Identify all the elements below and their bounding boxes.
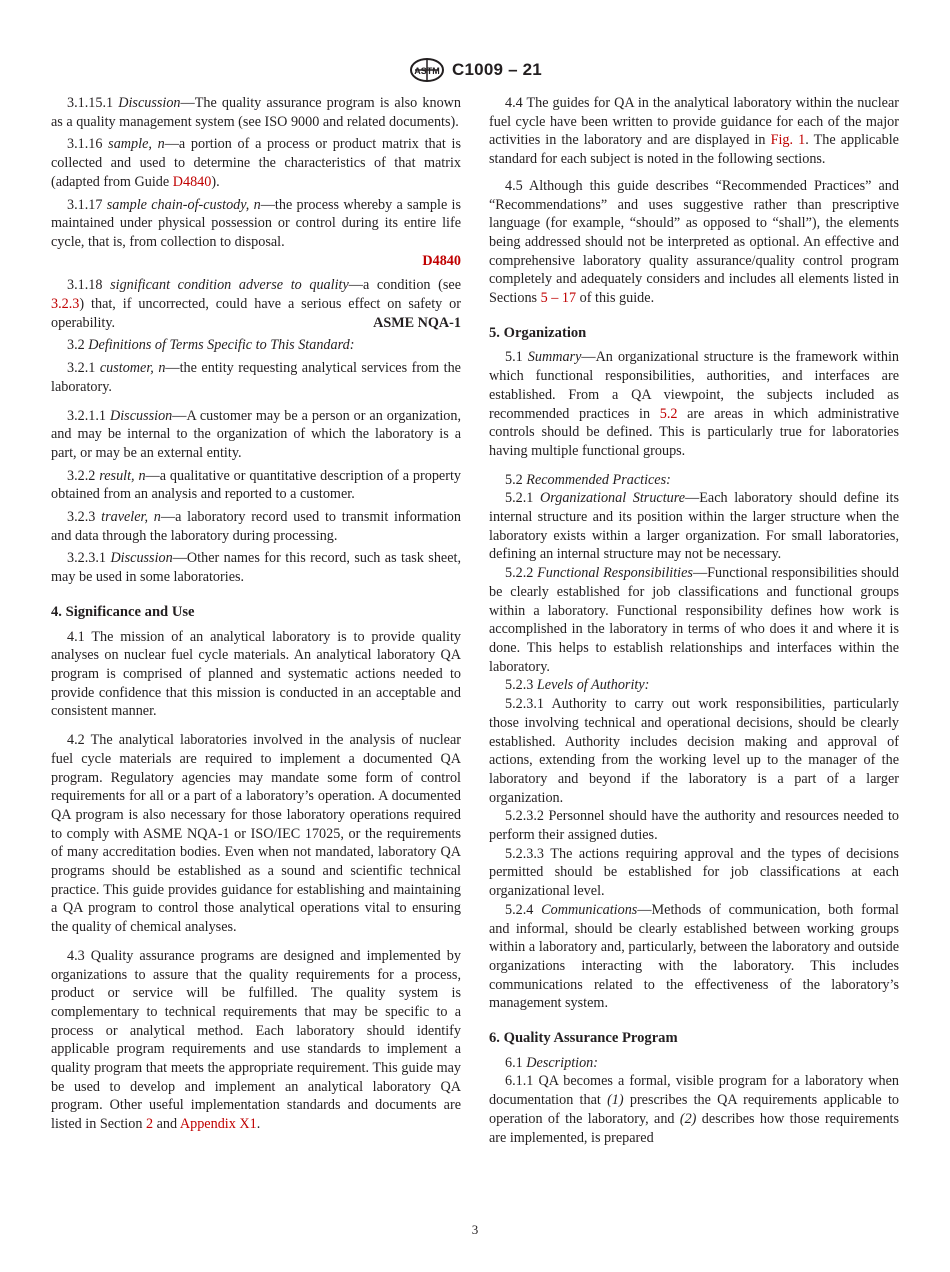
- link-sections-5-17[interactable]: 5 – 17: [540, 290, 577, 307]
- left-column: [51, 94, 461, 1138]
- para-6-1: 6.1 Description:: [505, 1054, 598, 1071]
- ref-asme-nqa-1: ASME NQA-1: [373, 314, 461, 331]
- para-3-2-1-1: 3.2.1.1 Discussion—A customer may be a person or an organization, and may be internal to the organization of which the laboratory is a part, or may be an external entity.: [51, 407, 461, 461]
- right-column: [489, 94, 899, 1147]
- astm-logo-icon: [408, 57, 446, 83]
- page-number: 3: [471, 1222, 479, 1237]
- link-5-2[interactable]: 5.2: [659, 405, 678, 422]
- para-4-4: 4.4 The guides for QA in the analytical laboratory within the nuclear fuel cycle have been written to provide guidance for each of the major activities in the laboratory and are displayed in Fig. 1. The applicable standard for each subject is noted in the following sections.: [489, 95, 899, 168]
- page-header: [0, 56, 950, 84]
- para-3-1-17: 3.1.17 sample chain-of-custody, n—the process whereby a sample is maintained under physical possession or control during its entire life cycle, that is, from collection to disposal.: [51, 196, 461, 250]
- para-5-2-3: 5.2.3 Levels of Authority:: [505, 677, 650, 694]
- para-5-2-3-1: 5.2.3.1 Authority to carry out work responsibilities, particularly those involving technical and operational decisions, should be clearly established. Authority includes decision making and approval of actions, extending from the working level up to the manager of the laboratory and beyond if the laboratory is a part of a larger organization.: [489, 696, 899, 806]
- para-3-2-2: 3.2.2 result, n—a qualitative or quantitative description of a property obtained from an analysis and reported to a customer.: [51, 467, 461, 503]
- para-5-1: 5.1 Summary—An organizational structure is the framework within which functional responsibilities, authorities, and interfaces are established. From a QA viewpoint, the subjects included as recommended practices in 5.2 are areas in which administrative controls should be defined. This is particularly true for laboratories having multiple functional groups.: [489, 349, 899, 459]
- para-3-2: 3.2 Definitions of Terms Specific to This Standard:: [67, 337, 355, 354]
- para-6-1-1: 6.1.1 QA becomes a formal, visible program for a laboratory when documentation that (1) prescribes the QA requirements applicable to operation of the laboratory, and (2) describes how those requirements are implemented, is prepared: [489, 1073, 900, 1146]
- link-3-2-3[interactable]: 3.2.3: [51, 296, 80, 313]
- para-4-1: 4.1 The mission of an analytical laboratory is to provide quality analyses on nuclear fuel cycle materials. An analytical laboratory QA program is comprised of planned and systematic actions needed to provide confidence that this mission is conducted in an acceptable and consistent manner.: [51, 628, 461, 720]
- para-3-2-3: 3.2.3 traveler, n—a laboratory record used to transmit information and data through the laboratory during processing.: [51, 509, 461, 544]
- para-3-2-3-1: 3.2.3.1 Discussion—Other names for this record, such as task sheet, may be used in some laboratories.: [51, 550, 461, 586]
- link-d4840[interactable]: D4840: [172, 173, 212, 190]
- link-section-2[interactable]: 2: [145, 1116, 154, 1133]
- para-5-2-3-3: 5.2.3.3 The actions requiring approval and the types of decisions permitted should be established for job classifications at each organizational level.: [489, 845, 899, 900]
- para-3-1-16: 3.1.16 sample, n—a portion of a process or product matrix that is collected and used to determine the characteristics of that matrix (adapted from Guide D4840).: [51, 136, 462, 190]
- para-4-3: 4.3 Quality assurance programs are designed and implemented by organizations to assure that the quality requirements for a process, product or service will be fulfilled. The quality system is complementary to technical requirements that may be specific to a process or analytical method. Each laboratory should identify applicable program requirements and use standards to implement a quality program that meets the appropriate requirement. This guide may be used to develop and implement an analytical laboratory QA program. Other useful implementation standards and documents are listed in Section 2 and Appendix X1.: [51, 947, 461, 1133]
- link-fig-1[interactable]: Fig. 1: [770, 132, 806, 149]
- para-3-1-15-1: 3.1.15.1 Discussion—The quality assurance program is also known as a quality management system (see ISO 9000 and related documents).: [51, 95, 462, 130]
- para-5-2-4: 5.2.4 Communications—Methods of communication, both formal and informal, should be clearly established between working groups within a laboratory and, particularly, between the laboratory and outside organizations interacting with the laboratory. This includes communications related to the effectiveness of the laboratory’s management system.: [489, 901, 899, 1012]
- svg-text:ASTM: ASTM: [414, 66, 440, 76]
- para-3-1-18: 3.1.18 significant condition adverse to quality—a condition (see 3.2.3) that, if uncorrected, could have a serious effect on safety or operability. ASME NQA-1: [51, 277, 461, 331]
- link-appendix-x1[interactable]: Appendix X1: [179, 1116, 257, 1133]
- para-5-2: 5.2 Recommended Practices:: [505, 471, 671, 488]
- section-heading-5: 5. Organization: [489, 324, 587, 341]
- para-4-5: 4.5 Although this guide describes “Recommended Practices” and “Recommendations” and uses suggestive rather than prescriptive language (for example, “should” as opposed to “shall”), the elements being addressed should not be interpreted as optional. An effective and comprehensive laboratory quality assurance/quality control program completely and adequately considers and includes all elements listed in Sections 5 – 17 of this guide.: [489, 177, 899, 307]
- document-id: C1009 – 21: [452, 59, 542, 79]
- para-3-2-1: 3.2.1 customer, n—the entity requesting analytical services from the laboratory.: [51, 360, 461, 395]
- para-5-2-1: 5.2.1 Organizational Structure—Each laboratory should define its internal structure and its position within the larger structure when the laboratory exists within a larger organization. For small laboratories, defining an internal structure may not be necessary.: [489, 490, 899, 563]
- para-5-2-2: 5.2.2 Functional Responsibilities—Functional responsibilities should be clearly established for job classifications and functional groups within a laboratory. Functional responsibility defines how work is accomplished in the laboratory in terms of who does it and where it is done. This helps to establish relationships and interfaces within the laboratory.: [489, 565, 900, 675]
- section-heading-6: 6. Quality Assurance Program: [489, 1030, 678, 1047]
- ref-d4840[interactable]: D4840: [422, 252, 461, 269]
- section-heading-4: 4. Significance and Use: [51, 603, 195, 620]
- para-5-2-3-2: 5.2.3.2 Personnel should have the authority and resources needed to perform their assigned duties.: [489, 808, 899, 844]
- para-4-2: 4.2 The analytical laboratories involved in the analysis of nuclear fuel cycle materials are required to implement a documented QA program. Regulatory agencies may mandate some form of control requirements for all or a part of a laboratory’s operation. A documented QA program is also necessary for those laboratory operations required to comply with ASME NQA-1 or ISO/IEC 17025, or the requirements of many accreditation bodies. Even when not mandated, laboratory QA programs should be established as a sound and scientific technical practice. This guide provides guidance for establishing and maintaining a QA program to control those analytical operations vital to ensuring the quality of chemical analyses.: [51, 732, 461, 936]
